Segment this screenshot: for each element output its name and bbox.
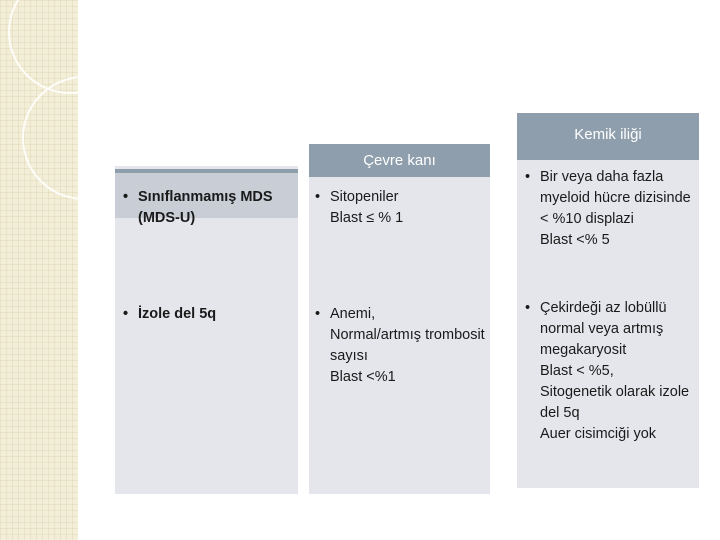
bullet: • <box>525 169 531 185</box>
row1-peripheral-blood-text: Sitopeniler Blast ≤ % 1 <box>330 189 404 226</box>
bullet: • <box>315 189 321 205</box>
bullet: • <box>525 300 531 316</box>
row1-peripheral-blood <box>315 187 485 229</box>
bullet: • <box>315 306 321 322</box>
decorative-side-strip <box>0 0 78 540</box>
row2-category-text: İzole del 5q <box>138 306 217 322</box>
row2-category <box>123 304 293 325</box>
peripheral-blood-header: Çevre kanı <box>309 144 490 177</box>
bullet: • <box>123 306 129 322</box>
row1-bone-marrow <box>525 167 695 251</box>
bullet: • <box>123 189 129 205</box>
row2-peripheral-blood-text: Anemi, Normal/artmış trombosit sayısı Blast <%1 <box>330 306 485 385</box>
bone-marrow-header: Kemik iliği <box>517 113 699 160</box>
row1-category <box>123 187 293 229</box>
row1-category-text: Sınıflanmamış MDS (MDS-U) <box>138 189 273 226</box>
row1-bone-marrow-text: Bir veya daha fazla myeloid hücre dizisinde < %10 displazi Blast <% 5 <box>540 169 691 248</box>
row2-peripheral-blood <box>315 304 485 388</box>
row2-bone-marrow <box>525 298 695 445</box>
row2-bone-marrow-text: Çekirdeği az lobüllü normal veya artmış megakaryosit Blast < %5, Sitogenetik olarak izole del 5q Auer cisimciği yok <box>540 300 690 442</box>
